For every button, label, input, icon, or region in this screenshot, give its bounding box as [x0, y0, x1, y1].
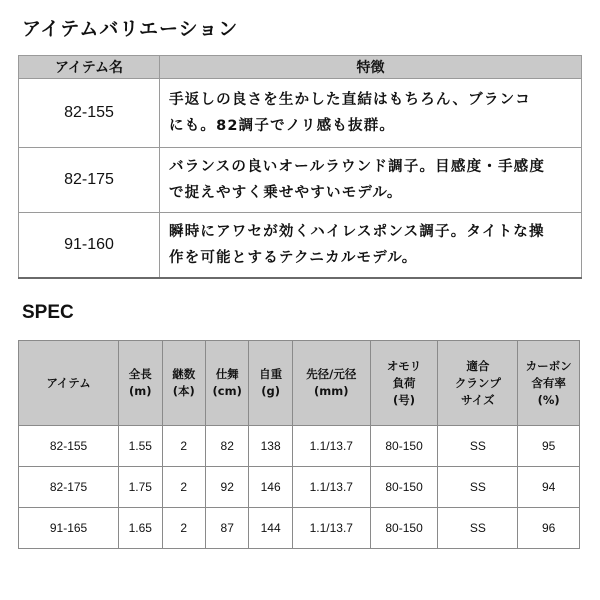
feature-line: にも。82調子でノリ感も抜群。: [169, 118, 396, 134]
spec-cell-diameter: 1.1/13.7: [292, 467, 370, 508]
spec-row: [19, 467, 580, 508]
spec-cell-weight: 138: [249, 426, 292, 467]
spec-row: [19, 426, 580, 467]
spec-header-length: 全長 (m): [119, 341, 162, 426]
variation-row: [19, 148, 582, 213]
spec-cell-closed-length: 92: [205, 467, 248, 508]
spec-cell-pieces: 2: [162, 467, 205, 508]
feature-line: 作を可能とするテクニカルモデル。: [169, 250, 418, 266]
spec-header-sinker-load: オモリ 負荷 (号): [370, 341, 438, 426]
spec-cell-sinker-load: 80-150: [370, 426, 438, 467]
spec-cell-pieces: 2: [162, 508, 205, 549]
spec-cell-clamp-size: SS: [438, 426, 518, 467]
spec-cell-item: 82-175: [19, 467, 119, 508]
feature-line: 手返しの良さを生かした直結はもちろん、ブランコ: [169, 92, 531, 108]
spec-cell-clamp-size: SS: [438, 508, 518, 549]
spec-cell-pieces: 2: [162, 426, 205, 467]
variation-row: [19, 79, 582, 148]
variation-header-row: [19, 56, 582, 79]
variation-row: [19, 213, 582, 279]
spec-cell-clamp-size: SS: [438, 467, 518, 508]
spec-cell-carbon-content: 95: [518, 426, 580, 467]
spec-header-clamp-size: 適合 クランプ サイズ: [438, 341, 518, 426]
spec-row: [19, 508, 580, 549]
spec-header-closed-length: 仕舞 (cm): [205, 341, 248, 426]
spec-cell-carbon-content: 94: [518, 467, 580, 508]
spec-header-weight: 自重 (g): [249, 341, 292, 426]
variation-item-name: 91-160: [19, 213, 160, 279]
item-name-header: アイテム名: [19, 56, 160, 79]
feature-header: 特徴: [160, 56, 582, 79]
spec-cell-weight: 144: [249, 508, 292, 549]
variation-section-title: アイテムバリエーション: [22, 18, 239, 40]
spec-cell-closed-length: 82: [205, 426, 248, 467]
spec-cell-length: 1.65: [119, 508, 162, 549]
variation-table: [18, 55, 582, 279]
spec-header-diameter: 先径/元径 (mm): [292, 341, 370, 426]
spec-cell-length: 1.55: [119, 426, 162, 467]
variation-feature: [160, 148, 582, 213]
spec-header-pieces: 継数 (本): [162, 341, 205, 426]
spec-cell-sinker-load: 80-150: [370, 508, 438, 549]
feature-line: で捉えやすく乗せやすいモデル。: [169, 185, 403, 201]
spec-cell-closed-length: 87: [205, 508, 248, 549]
spec-table: [18, 340, 580, 549]
spec-cell-diameter: 1.1/13.7: [292, 508, 370, 549]
spec-cell-carbon-content: 96: [518, 508, 580, 549]
spec-cell-item: 82-155: [19, 426, 119, 467]
spec-cell-length: 1.75: [119, 467, 162, 508]
spec-cell-sinker-load: 80-150: [370, 467, 438, 508]
variation-feature: [160, 79, 582, 148]
spec-cell-diameter: 1.1/13.7: [292, 426, 370, 467]
spec-header-row: [19, 341, 580, 426]
spec-header-item: アイテム: [19, 341, 119, 426]
spec-cell-item: 91-165: [19, 508, 119, 549]
variation-item-name: 82-175: [19, 148, 160, 213]
variation-item-name: 82-155: [19, 79, 160, 148]
feature-line: 瞬時にアワセが効くハイレスポンス調子。タイトな操: [169, 224, 545, 240]
spec-cell-weight: 146: [249, 467, 292, 508]
variation-feature: [160, 213, 582, 279]
feature-line: バランスの良いオールラウンド調子。目感度・手感度: [169, 159, 546, 175]
spec-section-title: SPEC: [22, 302, 74, 323]
spec-header-carbon-content: カーボン 含有率 (%): [518, 341, 580, 426]
